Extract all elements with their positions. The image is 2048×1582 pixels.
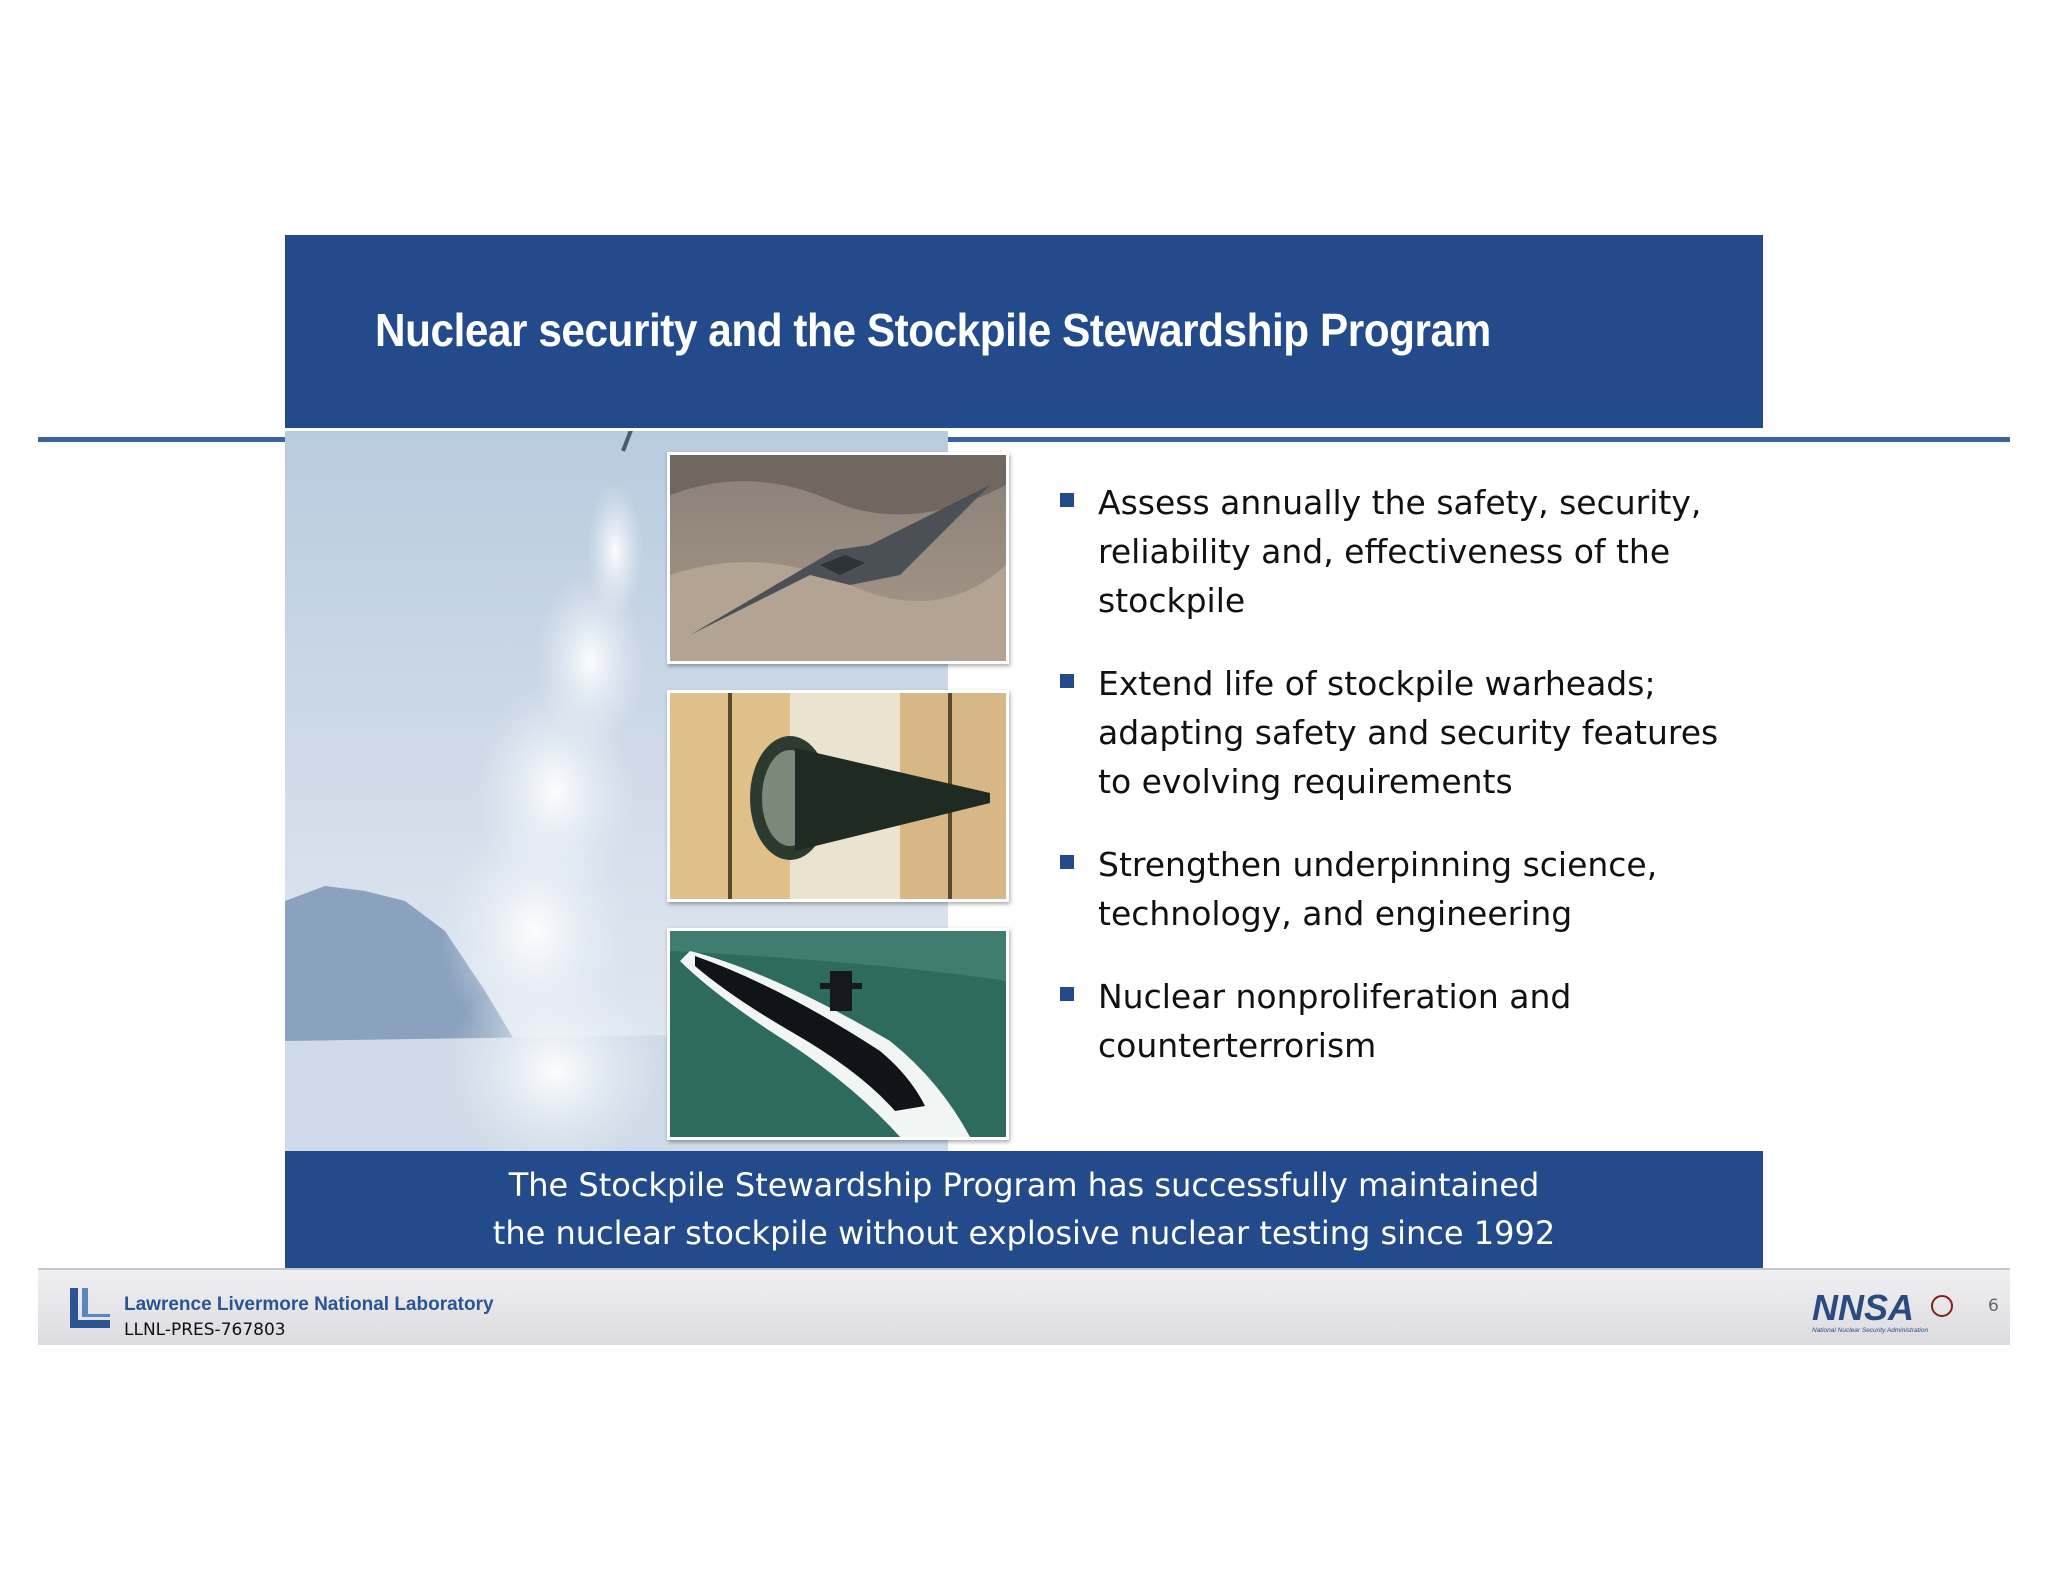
nnsa-logo-icon (1810, 1288, 1960, 1339)
callout-bar (285, 1151, 1763, 1269)
bullet-text-line: to evolving requirements (1098, 762, 1513, 801)
llnl-logo-icon (66, 1286, 114, 1339)
bullet-item (1058, 478, 1748, 625)
document-id: LLNL-PRES-767803 (124, 1320, 286, 1340)
square-bullet-icon (1060, 855, 1074, 869)
bullet-item (1058, 659, 1748, 806)
submarine-photo (667, 928, 1009, 1140)
bullet-text-line: Strengthen underpinning science, (1098, 845, 1658, 884)
stealth-bomber-photo (667, 452, 1009, 664)
footer (38, 1268, 2010, 1345)
svg-text:National Nuclear Security Admi: National Nuclear Security Administration (1812, 1327, 1929, 1334)
bullet-list (1058, 478, 1748, 1104)
page-number: 6 (1988, 1296, 1999, 1316)
square-bullet-icon (1060, 674, 1074, 688)
callout-text: The Stockpile Stewardship Program has successfully maintained (508, 1166, 1540, 1204)
bullet-item (1058, 972, 1748, 1070)
lab-name: Lawrence Livermore National Laboratory (124, 1294, 494, 1315)
title-bar (285, 235, 1763, 428)
square-bullet-icon (1060, 987, 1074, 1001)
bullet-text-line: counterterrorism (1098, 1026, 1377, 1065)
bullet-text-line: reliability and, effectiveness of the (1098, 532, 1671, 571)
bullet-text-line: Nuclear nonproliferation and (1098, 977, 1572, 1016)
callout-text: the nuclear stockpile without explosive nuclear testing since 1992 (492, 1214, 1556, 1252)
svg-text:NNSA: NNSA (1812, 1288, 1915, 1328)
square-bullet-icon (1060, 493, 1074, 507)
bullet-text-line: Assess annually the safety, security, (1098, 483, 1702, 522)
warhead-photo (667, 690, 1009, 902)
bullet-text-line: technology, and engineering (1098, 894, 1573, 933)
bullet-text-line: adapting safety and security features (1098, 713, 1719, 752)
slide-title: Nuclear security and the Stockpile Stewardship Program (375, 304, 1491, 356)
bullet-text-line: stockpile (1098, 581, 1246, 620)
bullet-text-line: Extend life of stockpile warheads; (1098, 664, 1656, 703)
bullet-item (1058, 840, 1748, 938)
